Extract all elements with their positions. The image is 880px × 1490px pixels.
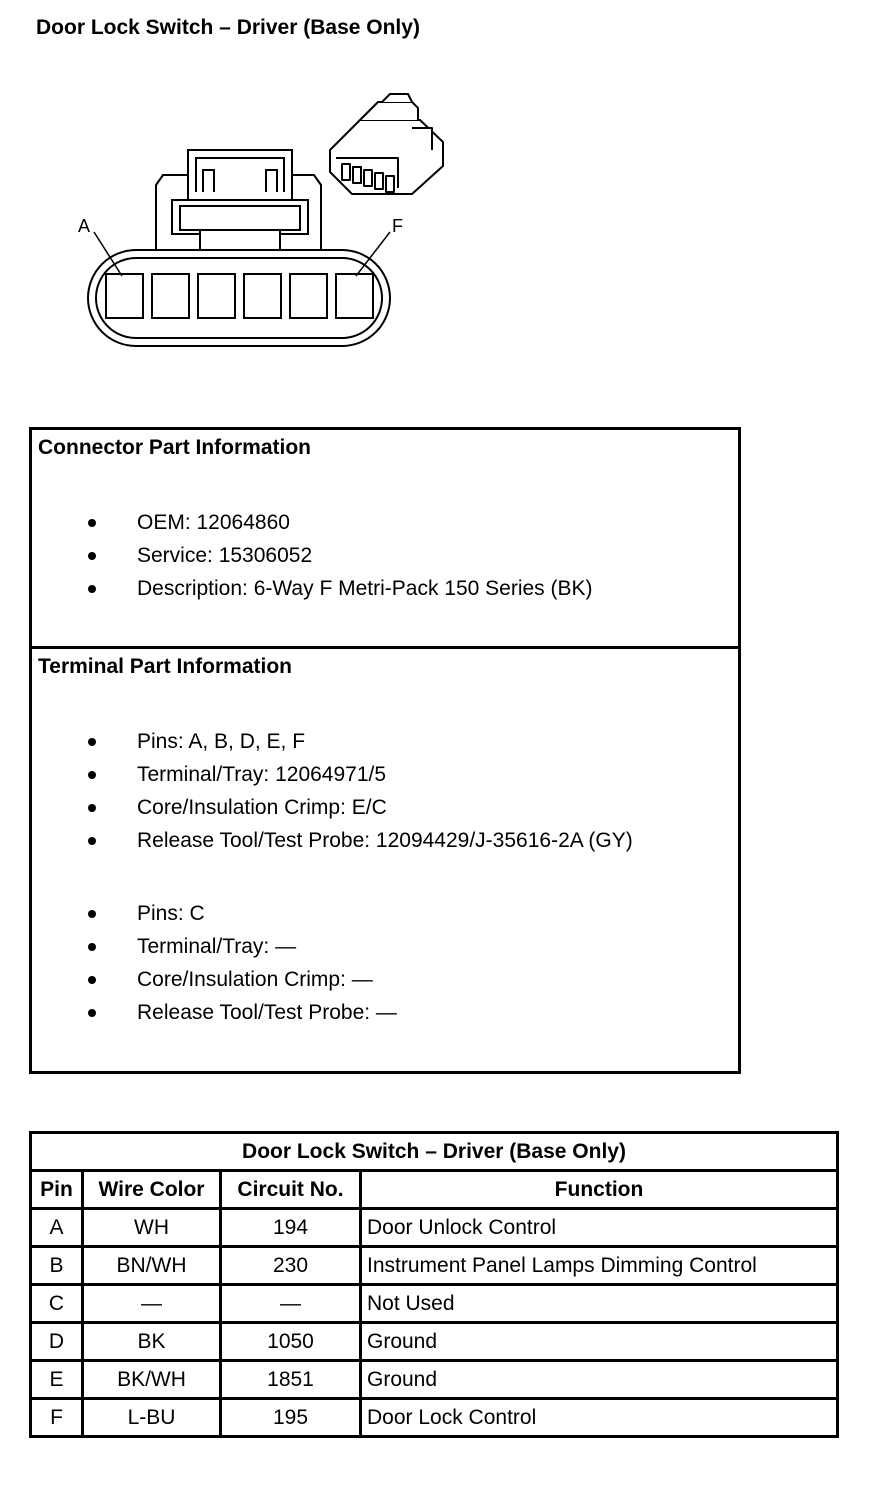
wire-color-cell: BN/WH	[83, 1247, 221, 1285]
pinout-table	[29, 1131, 839, 1438]
terminal-info-heading: Terminal Part Information	[38, 655, 292, 678]
pin-cell: D	[31, 1323, 83, 1361]
pin-cell: E	[31, 1361, 83, 1399]
pin-cell: B	[31, 1247, 83, 1285]
bullet-icon	[88, 585, 96, 593]
column-header-function: Function	[361, 1171, 838, 1209]
pin-f-label: F	[392, 216, 403, 236]
circuit-no-cell: 195	[221, 1399, 361, 1437]
table-row	[31, 1399, 838, 1437]
circuit-no-cell: 1851	[221, 1361, 361, 1399]
table-row	[31, 1323, 838, 1361]
bullet-icon	[88, 976, 96, 984]
circuit-no-cell: —	[221, 1285, 361, 1323]
function-cell: Door Lock Control	[361, 1399, 838, 1437]
wire-color-cell: BK	[83, 1323, 221, 1361]
pin-cell: A	[31, 1209, 83, 1247]
table-row	[31, 1247, 838, 1285]
pin-a-label: A	[78, 216, 91, 236]
bullet-icon	[88, 771, 96, 779]
circuit-no-cell: 1050	[221, 1323, 361, 1361]
circuit-no-cell: 230	[221, 1247, 361, 1285]
column-header-circuit-no: Circuit No.	[221, 1171, 361, 1209]
bullet-icon	[88, 943, 96, 951]
bullet-icon	[88, 519, 96, 527]
table-header-row	[31, 1171, 838, 1209]
wire-color-cell: L-BU	[83, 1399, 221, 1437]
bullet-icon	[88, 837, 96, 845]
part-information-box	[29, 427, 741, 1074]
page-title: Door Lock Switch – Driver (Base Only)	[36, 16, 420, 39]
wire-color-cell: BK/WH	[83, 1361, 221, 1399]
table-row	[31, 1285, 838, 1323]
function-cell: Ground	[361, 1323, 838, 1361]
terminal-part-information: Terminal Part Information Pins: A, B, D, E, F Terminal/Tray: 12064971/5 Core/Insulation Crimp: E/C Release Tool/Test Probe: 12094429/J-35616-2A (GY) Pins: C Terminal/Tray: — Core/Insulation Crimp: — Release Tool/Test Probe: —	[38, 655, 633, 1024]
connector-perspective-illustration	[330, 94, 443, 194]
function-cell: Instrument Panel Lamps Dimming Control	[361, 1247, 838, 1285]
pin-cell: F	[31, 1399, 83, 1437]
wire-color-cell: WH	[83, 1209, 221, 1247]
bullet-icon	[88, 910, 96, 918]
circuit-no-cell: 194	[221, 1209, 361, 1247]
function-cell: Ground	[361, 1361, 838, 1399]
pin-cell: C	[31, 1285, 83, 1323]
table-row	[31, 1361, 838, 1399]
column-header-pin: Pin	[31, 1171, 83, 1209]
bullet-icon	[88, 804, 96, 812]
connector-part-information: Connector Part Information OEM: 12064860 Service: 15306052 Description: 6-Way F Metri-Pack 150 Series (BK)	[32, 430, 738, 649]
wire-color-cell: —	[83, 1285, 221, 1323]
column-header-wire-color: Wire Color	[83, 1171, 221, 1209]
function-cell: Door Unlock Control	[361, 1209, 838, 1247]
bullet-icon	[88, 738, 96, 746]
function-cell: Not Used	[361, 1285, 838, 1323]
connector-info-heading: Connector Part Information	[38, 436, 312, 459]
connector-diagram	[60, 80, 460, 370]
bullet-icon	[88, 1009, 96, 1017]
bullet-icon	[88, 552, 96, 560]
table-row	[31, 1209, 838, 1247]
table-caption: Door Lock Switch – Driver (Base Only)	[31, 1133, 838, 1171]
table-caption-row	[31, 1133, 838, 1171]
